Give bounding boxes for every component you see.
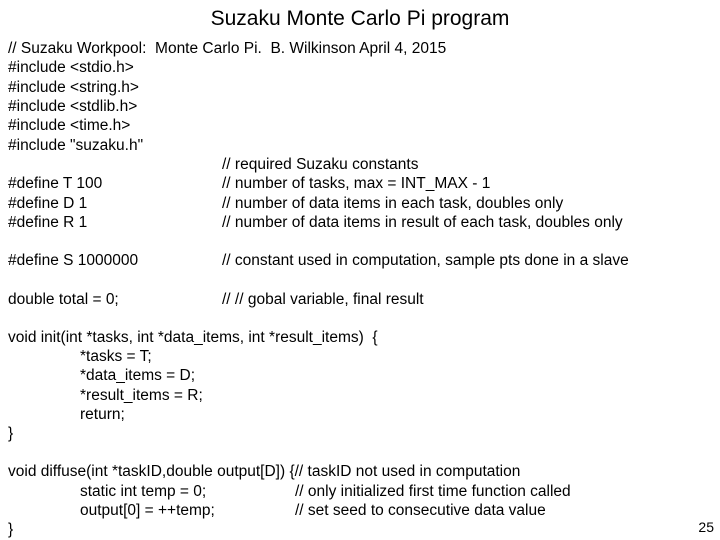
define-line: #define T 100 — [8, 175, 103, 192]
header-comment: // Suzaku Workpool: Monte Carlo Pi. B. Wilkinson April 4, 2015 — [8, 40, 447, 57]
define-s-line: #define S 1000000 — [8, 252, 139, 269]
diffuse-close-brace: } — [8, 521, 14, 538]
define-comment: // number of data items in each task, doubles only — [222, 195, 564, 212]
include-line: #include <time.h> — [8, 117, 131, 134]
diffuse-body-line: output[0] = ++temp; — [80, 502, 215, 519]
diffuse-body-comment: // only initialized first time function called — [295, 483, 571, 500]
define-s-comment: // constant used in computation, sample pts done in a slave — [222, 252, 629, 269]
include-line: #include <stdio.h> — [8, 59, 134, 76]
include-line: #include "suzaku.h" — [8, 137, 144, 154]
init-body-line: *tasks = T; — [80, 348, 152, 365]
include-line: #include <stdlib.h> — [8, 98, 138, 115]
page-number: 25 — [698, 519, 714, 535]
required-constants-comment: // required Suzaku constants — [222, 156, 419, 173]
define-line: #define D 1 — [8, 195, 88, 212]
define-comment: // number of tasks, max = INT_MAX - 1 — [222, 175, 491, 192]
init-close-brace: } — [8, 425, 14, 442]
diffuse-body-line: static int temp = 0; — [80, 483, 207, 500]
init-body-line: return; — [80, 406, 125, 423]
page-title: Suzaku Monte Carlo Pi program — [210, 7, 510, 30]
include-line: #include <string.h> — [8, 79, 139, 96]
global-variable-comment: // // gobal variable, final result — [222, 291, 424, 308]
init-body-line: *result_items = R; — [80, 387, 203, 404]
init-body-line: *data_items = D; — [80, 367, 196, 384]
init-signature: void init(int *tasks, int *data_items, int *result_items) { — [8, 329, 378, 346]
define-line: #define R 1 — [8, 214, 88, 231]
diffuse-body-comment: // set seed to consecutive data value — [295, 502, 546, 519]
diffuse-signature: void diffuse(int *taskID,double output[D]) {// taskID not used in computation — [8, 463, 521, 480]
define-comment: // number of data items in result of each task, doubles only — [222, 214, 623, 231]
global-variable-line: double total = 0; — [8, 291, 119, 308]
